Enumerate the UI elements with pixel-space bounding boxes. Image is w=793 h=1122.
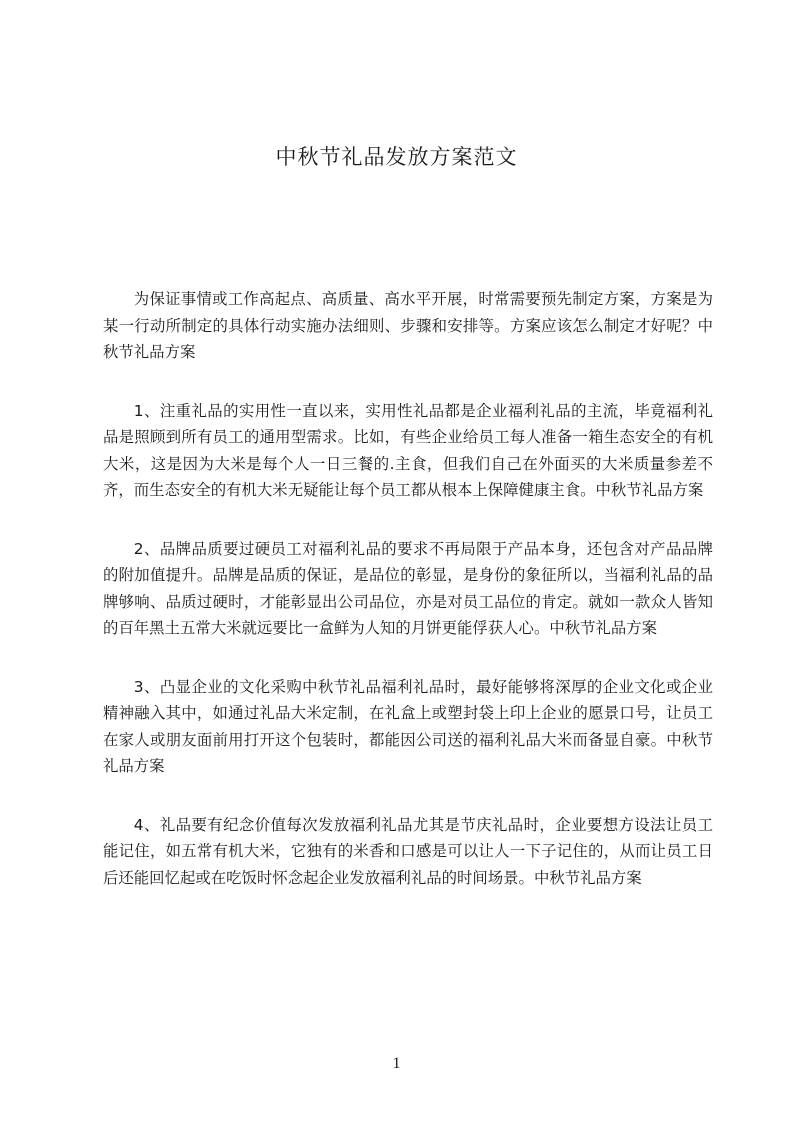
paragraph-corporate-culture: 3、凸显企业的文化采购中秋节礼品福利礼品时，最好能够将深厚的企业文化或企业精神融入其中，如通过礼品大米定制，在礼盒上或塑封袋上印上企业的愿景口号，让员工在家人或朋友面前用打开这个包装时，都能因公司送的福利礼品大米而备显自豪。中秋节礼品方案 bbox=[103, 677, 713, 775]
paragraph-commemorative-value: 4、礼品要有纪念价值每次发放福利礼品尤其是节庆礼品时，企业要想方设法让员工能记住，如五常有机大米，它独有的米香和口感是可以让人一下子记住的，从而让员工日后还能回忆起或在吃饭时怀念起企业发放福利礼品的时间场景。中秋节礼品方案 bbox=[103, 815, 713, 887]
paragraph-practicality: 1、注重礼品的实用性一直以来，实用性礼品都是企业福利礼品的主流，毕竟福利礼品是照顾到所有员工的通用型需求。比如，有些企业给员工每人准备一箱生态安全的有机大米，这是因为大米是每个人一日三餐的.主食，但我们自己在外面买的大米质量参差不齐，而生态安全的有机大米无疑能让每个员工都从根本上保障健康主食。中秋节礼品方案 bbox=[103, 401, 713, 499]
intro-paragraph: 为保证事情或工作高起点、高质量、高水平开展，时常需要预先制定方案，方案是为某一行动所制定的具体行动实施办法细则、步骤和安排等。方案应该怎么制定才好呢？中秋节礼品方案 bbox=[103, 290, 713, 361]
document-body bbox=[103, 286, 713, 923]
page-number: 1 bbox=[392, 1055, 401, 1072]
paragraph-brand-quality: 2、品牌品质要过硬员工对福利礼品的要求不再局限于产品本身，还包含对产品品牌的附加值提升。品牌是品质的保证，是品位的彰显，是身份的象征所以，当福利礼品的品牌够响、品质过硬时，才能彰显出公司品位，亦是对员工品位的肯定。就如一款众人皆知的百年黑土五常大米就远要比一盒鲜为人知的月饼更能俘获人心。中秋节礼品方案 bbox=[103, 539, 713, 637]
document-title: 中秋节礼品发放方案范文 bbox=[275, 145, 518, 169]
